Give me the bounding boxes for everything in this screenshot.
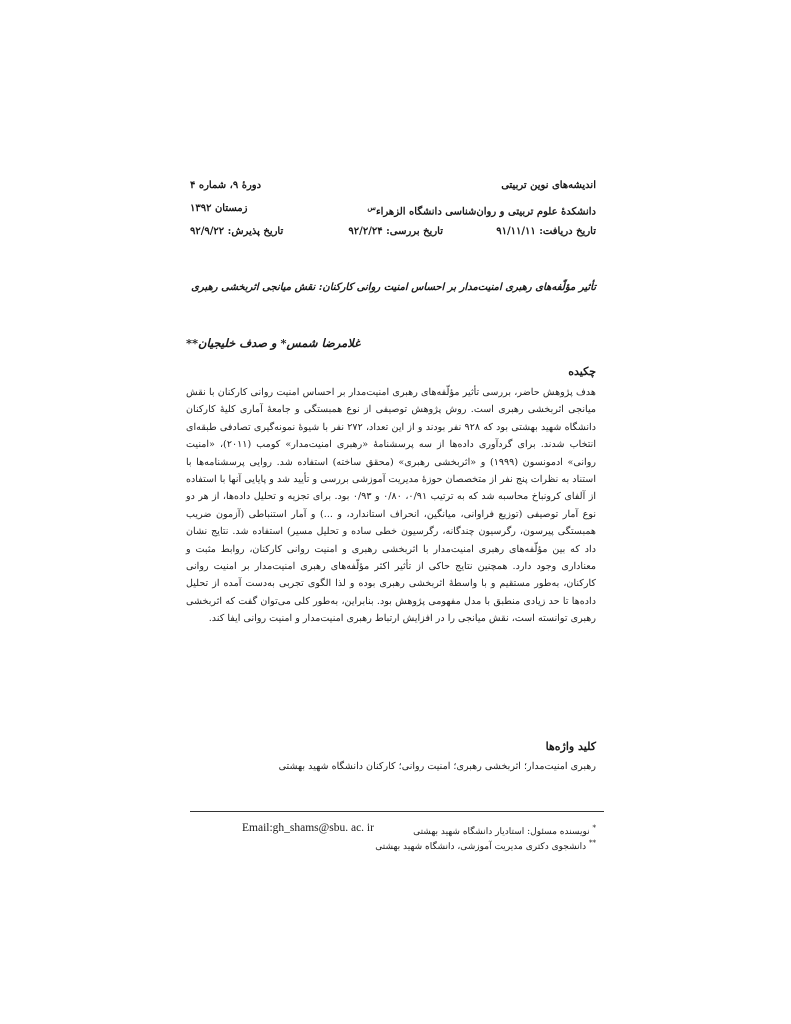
footnote-1-mark: * — [592, 824, 596, 832]
article-authors: غلامرضا شمس* و صدف خلیجیان** — [186, 336, 361, 350]
volume-issue: دورۀ ۹، شماره ۴ — [190, 180, 262, 191]
school-name — [367, 203, 596, 217]
footnote-divider — [190, 811, 604, 812]
school-name-text: دانشکدۀ علوم تربیتی و روان‌شناسی دانشگاه الزهراء — [375, 206, 596, 218]
school-mark: س — [367, 203, 376, 212]
keywords-heading: کلید واژه‌ها — [545, 740, 596, 753]
footnote-1 — [413, 824, 596, 837]
abstract-body: هدف پژوهش حاضر، بررسی تأثیر مؤلّفه‌های رهبری امنیت‌مدار بر احساس امنیت روانی کارکنان با نقش میانجی اثربخشی رهبری است. روش پژوهش توصیفی از نوع همبستگی و جامعۀ آماری کلیۀ کارکنان دانشگاه شهید بهشتی بود که ۹۲۸ نفر بودند و از این تعداد، ۲۷۲ نفر با شیوۀ نمونه‌گیری تصادفی طبقه‌ای انتخاب شدند. برای گردآوری داده‌ها از سه پرسشنامۀ «رهبری امنیت‌مدار» کومب (۲۰۱۱)، «امنیت روانی» ادمونسون (۱۹۹۹) و «اثربخشی رهبری» (محقق ساخته) استفاده شد. روایی پرسشنامه‌ها با استناد به نظرات پنج نفر از متخصصان حوزۀ مدیریت آموزشی بررسی و تأیید شد و پایایی آنها با استفاده از آلفای کرونباخ محاسبه شد که به ترتیب ۰/۹۱، ۰/۸۰ و ۰/۹۳ بود. برای تجزیه و تحلیل داده‌ها، از هر دو نوع آمار توصیفی (توزیع فراوانی، میانگین، انحراف استاندارد، و ...) و آمار استنباطی (آزمون ضریب همبستگی پیرسون، رگرسیون چندگانه، رگرسیون خطی ساده و تحلیل مسیر) استفاده شد. نتایج نشان داد که بین مؤلّفه‌های رهبری امنیت‌مدار با اثربخشی رهبری و امنیت روانی کارکنان، روابط مثبت و معناداری وجود دارد. همچنین نتایج حاکی از تأثیر اکثر مؤلّفه‌های رهبری امنیت‌مدار بر امنیت روانی کارکنان، به‌طور مستقیم و با واسطۀ اثربخشی رهبری بوده و لذا الگوی تجربی به‌دست آمده از تحلیل داده‌ها تا حد زیادی منطبق با مدل مفهومی پژوهش بود. بنابراین، به‌طور کلی می‌توان گفت که اثربخشی رهبری توانسته است، نقش میانجی را در افزایش ارتباط رهبری امنیت‌مدار و امنیت روانی ایفا کند. — [186, 387, 597, 625]
footnote-2-text: دانشجوی دکتری مدیریت آموزشی، دانشگاه شهید بهشتی — [375, 842, 587, 852]
footnote-1-text: نویسنده مسئول: استادیار دانشگاه شهید بهشتی — [413, 827, 590, 837]
article-title: تأثیر مؤلّفه‌های رهبری امنیت‌مدار بر احساس امنیت روانی کارکنان: نقش میانجی اثربخشی رهبری — [191, 282, 596, 293]
footnote-2 — [375, 839, 596, 852]
accept-date: تاریخ پذیرش: ۹۲/۹/۲۲ — [190, 226, 284, 237]
journal-name: اندیشه‌های نوین تربیتی — [501, 180, 596, 191]
author-email[interactable]: Email:gh_shams@sbu. ac. ir — [242, 822, 374, 834]
review-date: تاریخ بررسی: ۹۲/۲/۲۴ — [348, 226, 443, 237]
keywords-body: رهبری امنیت‌مدار؛ اثربخشی رهبری؛ امنیت روانی؛ کارکنان دانشگاه شهید بهشتی — [278, 761, 596, 772]
season: زمستان ۱۳۹۲ — [190, 203, 248, 214]
footnote-2-mark: ** — [589, 839, 596, 847]
received-date: تاریخ دریافت: ۹۱/۱۱/۱۱ — [496, 226, 596, 237]
abstract-heading: چکیده — [568, 365, 596, 378]
